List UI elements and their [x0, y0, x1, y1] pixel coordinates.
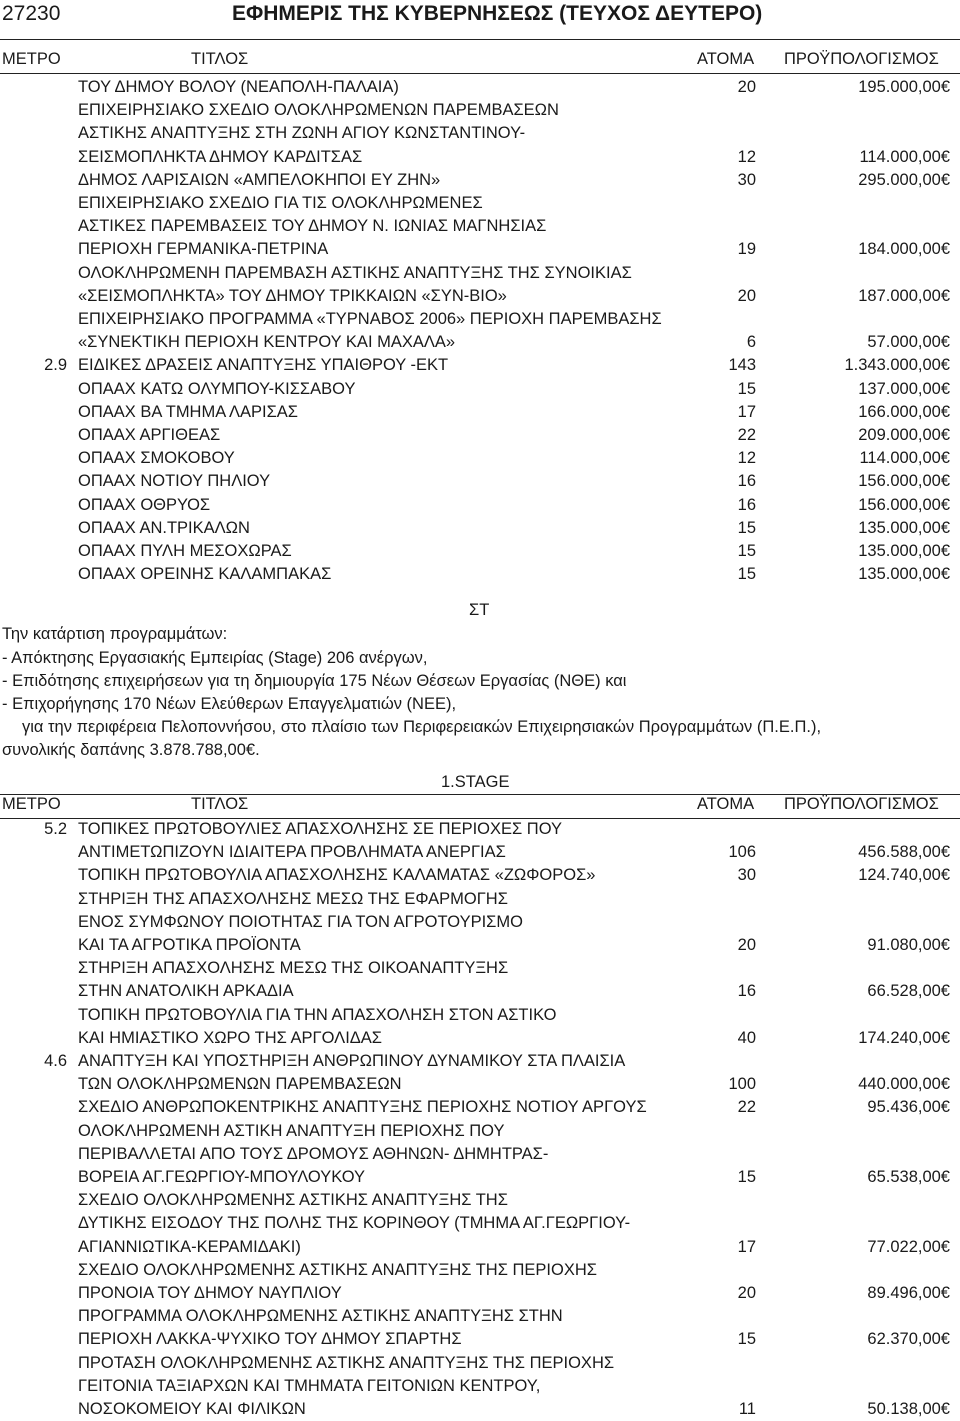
table-row	[0, 470, 960, 493]
section-intro: Την κατάρτιση προγραμμάτων:	[2, 625, 228, 643]
row-title: ΟΠΑΑΧ ΟΡΕΙΝΗΣ ΚΑΛΑΜΠΑΚΑΣ	[78, 565, 332, 584]
table-row	[0, 1073, 960, 1096]
table-row	[0, 1120, 960, 1143]
table-row	[0, 1143, 960, 1166]
row-budget: 124.740,00€	[858, 866, 950, 885]
row-budget: 114.000,00€	[859, 147, 950, 166]
row-title: ΝΟΣΟΚΟΜΕΙΟΥ ΚΑΙ ΦΙΛΙΚΩΝ	[78, 1400, 306, 1418]
subsection-heading: 1.STAGE	[441, 773, 510, 791]
row-people: 30	[737, 170, 756, 189]
row-title: ΤΟΠΙΚΗ ΠΡΩΤΟΒΟΥΛΙΑ ΑΠΑΣΧΟΛΗΣΗΣ ΚΑΛΑΜΑΤΑΣ «ΖΩΦΟΡΟΣ»	[78, 866, 596, 885]
row-title: ΠΕΡΙΟΧΗ ΓΕΡΜΑΝΙΚΑ-ΠΕΤΡΙΝΑ	[78, 240, 329, 259]
row-title: ΤΟΠΙΚΕΣ ΠΡΩΤΟΒΟΥΛΙΕΣ ΑΠΑΣΧΟΛΗΣΗΣ ΣΕ ΠΕΡΙΟΧΕΣ ΠΟΥ	[78, 820, 563, 838]
row-code: 5.2	[44, 820, 67, 838]
row-budget: 135.000,00€	[858, 542, 950, 560]
row-title: ΟΠΑΑΧ ΒΑ ΤΜΗΜΑ ΛΑΡΙΣΑΣ	[78, 402, 299, 421]
table-row	[0, 540, 960, 563]
row-title: ΔΥΤΙΚΗΣ ΕΙΣΟΔΟΥ ΤΗΣ ΠΟΛΗΣ ΤΗΣ ΚΟΡΙΝΘΟΥ (ΤΜΗΜΑ ΑΓ.ΓΕΩΡΓΙΟΥ-	[78, 1214, 631, 1233]
bullet-nte: - Επιδότησης επιχειρήσεων για τη δημιουργία 175 Νέων Θέσεων Εργασίας (ΝΘΕ) και	[2, 672, 627, 690]
row-budget: 137.000,00€	[858, 379, 950, 398]
row-title: ΣΤΗΡΙΞΗ ΑΠΑΣΧΟΛΗΣΗΣ ΜΕΣΩ ΤΗΣ ΟΙΚΟΑΝΑΠΤΥΞΗΣ	[78, 959, 509, 978]
table-row	[0, 447, 960, 470]
row-code: 4.6	[44, 1052, 67, 1070]
column-header-code: ΜΕΤΡΟ	[2, 50, 61, 68]
row-people: 16	[737, 472, 756, 491]
row-budget: 174.240,00€	[858, 1028, 950, 1047]
gazette-title: ΕΦΗΜΕΡΙΣ ΤΗΣ ΚΥΒΕΡΝΗΣΕΩΣ (ΤΕΥΧΟΣ ΔΕΥΤΕΡΟ)	[232, 2, 763, 25]
row-title: ΟΛΟΚΛΗΡΩΜΕΝΗ ΠΑΡΕΜΒΑΣΗ ΑΣΤΙΚΗΣ ΑΝΑΠΤΥΞΗΣ ΤΗΣ ΣΥΝΟΙΚΙΑΣ	[78, 263, 632, 282]
table-row	[0, 864, 960, 887]
column-header-people: ΑΤΟΜΑ	[697, 795, 755, 813]
row-people: 15	[737, 518, 756, 537]
row-budget: 89.496,00€	[867, 1284, 950, 1302]
table-row	[0, 285, 960, 308]
row-people: 12	[737, 449, 756, 468]
table-row	[0, 1004, 960, 1027]
row-title: ΤΟΠΙΚΗ ΠΡΩΤΟΒΟΥΛΙΑ ΓΙΑ ΤΗΝ ΑΠΑΣΧΟΛΗΣΗ ΣΤΟΝ ΑΣΤΙΚΟ	[78, 1005, 557, 1024]
row-title: ΑΣΤΙΚΕΣ ΠΑΡΕΜΒΑΣΕΙΣ ΤΟΥ ΔΗΜΟΥ Ν. ΙΩΝΙΑΣ ΜΑΓΝΗΣΙΑΣ	[78, 217, 547, 236]
row-budget: 187.000,00€	[858, 286, 950, 305]
row-title: ΑΝΑΠΤΥΞΗ ΚΑΙ ΥΠΟΣΤΗΡΙΞΗ ΑΝΘΡΩΠΙΝΟΥ ΔΥΝΑΜΙΚΟΥ ΣΤΑ ΠΛΑΙΣΙΑ	[78, 1052, 626, 1070]
table-row	[0, 76, 960, 99]
row-title: ΟΠΑΑΧ ΚΑΤΩ ΟΛΥΜΠΟΥ-ΚΙΣΣΑΒΟΥ	[78, 379, 356, 398]
header-divider	[0, 39, 960, 40]
row-title: ΔΗΜΟΣ ΛΑΡΙΣΑΙΩΝ «ΑΜΠΕΛΟΚΗΠΟΙ ΕΥ ΖΗΝ»	[78, 170, 441, 189]
row-title: ΠΕΡΙΟΧΗ ΛΑΚΚΑ-ΨΥΧΙΚΟ ΤΟΥ ΔΗΜΟΥ ΣΠΑΡΤΗΣ	[78, 1330, 462, 1349]
bullet-stage: - Απόκτησης Εργασιακής Εμπειρίας (Stage) 206 ανέργων,	[2, 649, 428, 667]
row-budget: 91.080,00€	[867, 936, 950, 954]
row-title: ΑΝΤΙΜΕΤΩΠΙΖΟΥΝ ΙΔΙΑΙΤΕΡΑ ΠΡΟΒΛΗΜΑΤΑ ΑΝΕΡΓΙΑΣ	[78, 843, 506, 862]
row-budget: 1.343.000,00€	[844, 356, 950, 375]
row-title: ΟΠΑΑΧ ΣΜΟΚΟΒΟΥ	[78, 449, 235, 468]
row-people: 15	[737, 565, 756, 584]
row-title: ΟΠΑΑΧ ΑΝ.ΤΡΙΚΑΛΩΝ	[78, 518, 250, 537]
row-people: 20	[737, 1284, 756, 1302]
row-budget: 456.588,00€	[858, 843, 950, 862]
row-title: ΓΕΙΤΟΝΙΑ ΤΑΞΙΑΡΧΩΝ ΚΑΙ ΤΜΗΜΑΤΑ ΓΕΙΤΟΝΙΩΝ ΚΕΝΤΡΟΥ,	[78, 1376, 541, 1395]
row-budget: 77.022,00€	[867, 1237, 950, 1256]
table-row	[0, 1212, 960, 1235]
table-row	[0, 354, 960, 377]
table-row	[0, 401, 960, 424]
row-people: 106	[728, 843, 756, 862]
table-row	[0, 238, 960, 261]
bullet-nee: - Επιχορήγησης 170 Νέων Ελεύθερων Επαγγελματιών (ΝΕΕ),	[2, 695, 457, 713]
table-row	[0, 1282, 960, 1305]
row-title: ΣΤΗΡΙΞΗ ΤΗΣ ΑΠΑΣΧΟΛΗΣΗΣ ΜΕΣΩ ΤΗΣ ΕΦΑΡΜΟΓΗΣ	[78, 889, 508, 908]
row-people: 30	[737, 866, 756, 885]
row-title: ΚΑΙ ΤΑ ΑΓΡΟΤΙΚΑ ΠΡΟΪΟΝΤΑ	[78, 936, 301, 954]
row-people: 20	[737, 936, 756, 954]
table-row	[0, 1027, 960, 1050]
closing-line-region: για την περιφέρεια Πελοποννήσου, στο πλαίσιο των Περιφερειακών Επιχειρησιακών Προγραμμάτων (Π.Ε.Π.),	[22, 718, 822, 736]
row-people: 16	[737, 982, 756, 1001]
row-title: ΣΕΙΣΜΟΠΛΗΚΤΑ ΔΗΜΟΥ ΚΑΡΔΙΤΣΑΣ	[78, 147, 363, 166]
table-row	[0, 1305, 960, 1328]
closing-line-total: συνολικής δαπάνης 3.878.788,00€.	[2, 741, 260, 759]
page-number: 27230	[2, 2, 61, 25]
row-budget: 156.000,00€	[858, 472, 950, 491]
row-people: 17	[737, 1237, 756, 1256]
row-budget: 295.000,00€	[858, 170, 950, 189]
row-title: ΕΙΔΙΚΕΣ ΔΡΑΣΕΙΣ ΑΝΑΠΤΥΞΗΣ ΥΠΑΙΘΡΟΥ -ΕΚΤ	[78, 356, 449, 375]
row-title: ΠΡΟΤΑΣΗ ΟΛΟΚΛΗΡΩΜΕΝΗΣ ΑΣΤΙΚΗΣ ΑΝΑΠΤΥΞΗΣ ΤΗΣ ΠΕΡΙΟΧΗΣ	[78, 1353, 615, 1372]
table-row	[0, 1398, 960, 1421]
row-title: ΑΣΤΙΚΗΣ ΑΝΑΠΤΥΞΗΣ ΣΤΗ ΖΩΝΗ ΑΓΙΟΥ ΚΩΝΣΤΑΝΤΙΝΟΥ-	[78, 124, 526, 143]
table-row	[0, 1352, 960, 1375]
row-people: 6	[746, 333, 756, 352]
row-people: 143	[728, 356, 756, 375]
row-people: 19	[737, 240, 756, 259]
row-budget: 156.000,00€	[858, 495, 950, 514]
row-people: 17	[737, 402, 756, 421]
row-budget: 135.000,00€	[858, 565, 950, 584]
table-row	[0, 1236, 960, 1259]
row-title: ΣΤΗΝ ΑΝΑΤΟΛΙΚΗ ΑΡΚΑΔΙΑ	[78, 982, 294, 1001]
row-title: ΟΠΑΑΧ ΝΟΤΙΟΥ ΠΗΛΙΟΥ	[78, 472, 271, 491]
table1-header	[0, 50, 960, 74]
row-title: «ΣΥΝΕΚΤΙΚΗ ΠΕΡΙΟΧΗ ΚΕΝΤΡΟΥ ΚΑΙ ΜΑΧΑΛΑ»	[78, 333, 456, 352]
table-row	[0, 1375, 960, 1398]
row-title: ΟΠΑΑΧ ΠΥΛΗ ΜΕΣΟΧΩΡΑΣ	[78, 542, 292, 560]
row-title: ΣΧΕΔΙΟ ΟΛΟΚΛΗΡΩΜΕΝΗΣ ΑΣΤΙΚΗΣ ΑΝΑΠΤΥΞΗΣ ΤΗΣ ΠΕΡΙΟΧΗΣ	[78, 1260, 597, 1279]
table-row	[0, 563, 960, 586]
table-row	[0, 192, 960, 215]
row-budget: 114.000,00€	[859, 449, 950, 468]
row-budget: 440.000,00€	[858, 1075, 950, 1094]
table-row	[0, 146, 960, 169]
row-title: ΕΠΙΧΕΙΡΗΣΙΑΚΟ ΣΧΕΔΙΟ ΓΙΑ ΤΙΣ ΟΛΟΚΛΗΡΩΜΕΝΕΣ	[78, 194, 483, 212]
row-title: ΠΡΟΝΟΙΑ ΤΟΥ ΔΗΜΟΥ ΝΑΥΠΛΙΟΥ	[78, 1284, 342, 1302]
table-row	[0, 1328, 960, 1351]
row-title: ΕΠΙΧΕΙΡΗΣΙΑΚΟ ΠΡΟΓΡΑΜΜΑ «ΤΥΡΝΑΒΟΣ 2006» ΠΕΡΙΟΧΗ ΠΑΡΕΜΒΑΣΗΣ	[78, 310, 662, 328]
table-row	[0, 517, 960, 540]
row-budget: 50.138,00€	[867, 1400, 950, 1418]
row-title: «ΣΕΙΣΜΟΠΛΗΚΤΑ» ΤΟΥ ΔΗΜΟΥ ΤΡΙΚΚΑΙΩΝ «ΣΥΝ-ΒΙΟ»	[78, 286, 507, 305]
row-people: 40	[737, 1028, 756, 1047]
row-budget: 184.000,00€	[858, 240, 950, 259]
row-code: 2.9	[44, 356, 67, 375]
column-header-budget: ΠΡΟΫΠΟΛΟΓΙΣΜΟΣ	[784, 795, 939, 813]
column-header-code: ΜΕΤΡΟ	[2, 795, 61, 813]
table-row	[0, 1096, 960, 1119]
row-people: 22	[737, 426, 756, 444]
row-title: ΟΠΑΑΧ ΑΡΓΙΘΕΑΣ	[78, 426, 221, 444]
row-people: 22	[737, 1098, 756, 1117]
table2-header	[0, 795, 960, 819]
table-row	[0, 911, 960, 934]
row-people: 20	[737, 286, 756, 305]
row-people: 100	[728, 1075, 756, 1094]
column-header-title: ΤΙΤΛΟΣ	[191, 50, 249, 68]
table-row	[0, 1259, 960, 1282]
table-row	[0, 331, 960, 354]
table-row	[0, 378, 960, 401]
table-row	[0, 424, 960, 447]
table1-header-divider	[0, 73, 960, 74]
row-title: ΤΩΝ ΟΛΟΚΛΗΡΩΜΕΝΩΝ ΠΑΡΕΜΒΑΣΕΩΝ	[78, 1075, 402, 1094]
row-people: 16	[737, 495, 756, 514]
row-budget: 195.000,00€	[858, 78, 950, 96]
row-people: 15	[737, 379, 756, 398]
table-row	[0, 494, 960, 517]
row-budget: 166.000,00€	[858, 402, 950, 421]
table-row	[0, 980, 960, 1003]
row-budget: 95.436,00€	[867, 1098, 950, 1117]
row-title: ΒΟΡΕΙΑ ΑΓ.ΓΕΩΡΓΙΟΥ-ΜΠΟΥΛΟΥΚΟΥ	[78, 1168, 366, 1186]
table-row	[0, 841, 960, 864]
row-title: ΕΠΙΧΕΙΡΗΣΙΑΚΟ ΣΧΕΔΙΟ ΟΛΟΚΛΗΡΩΜΕΝΩΝ ΠΑΡΕΜΒΑΣΕΩΝ	[78, 101, 559, 120]
table-row	[0, 1166, 960, 1189]
table-row	[0, 1189, 960, 1212]
row-people: 15	[737, 1168, 756, 1186]
row-budget: 66.528,00€	[867, 982, 950, 1001]
row-title: ΕΝΟΣ ΣΥΜΦΩΝΟΥ ΠΟΙΟΤΗΤΑΣ ΓΙΑ ΤΟΝ ΑΓΡΟΤΟΥΡΙΣΜΟ	[78, 912, 523, 931]
table-row	[0, 957, 960, 980]
row-title: ΟΛΟΚΛΗΡΩΜΕΝΗ ΑΣΤΙΚΗ ΑΝΑΠΤΥΞΗ ΠΕΡΙΟΧΗΣ ΠΟΥ	[78, 1121, 505, 1140]
table-row	[0, 1050, 960, 1073]
row-people: 11	[738, 1400, 756, 1418]
section-heading: ΣΤ	[469, 601, 490, 619]
row-title: ΠΡΟΓΡΑΜΜΑ ΟΛΟΚΛΗΡΩΜΕΝΗΣ ΑΣΤΙΚΗΣ ΑΝΑΠΤΥΞΗΣ ΣΤΗΝ	[78, 1307, 563, 1326]
row-title: ΣΧΕΔΙΟ ΑΝΘΡΩΠΟΚΕΝΤΡΙΚΗΣ ΑΝΑΠΤΥΞΗΣ ΠΕΡΙΟΧΗΣ ΝΟΤΙΟΥ ΑΡΓΟΥΣ	[78, 1098, 647, 1117]
row-budget: 62.370,00€	[867, 1330, 950, 1349]
table-row	[0, 308, 960, 331]
table-row	[0, 122, 960, 145]
row-title: ΠΕΡΙΒΑΛΛΕΤΑΙ ΑΠΟ ΤΟΥΣ ΔΡΟΜΟΥΣ ΑΘΗΝΩΝ- ΔΗΜΗΤΡΑΣ-	[78, 1144, 549, 1163]
page-header	[0, 2, 960, 30]
row-people: 15	[737, 542, 756, 560]
table-row	[0, 888, 960, 911]
row-title: ΤΟΥ ΔΗΜΟΥ ΒΟΛΟΥ (ΝΕΑΠΟΛΗ-ΠΑΛΑΙΑ)	[78, 78, 399, 96]
row-title: ΚΑΙ ΗΜΙΑΣΤΙΚΟ ΧΩΡΟ ΤΗΣ ΑΡΓΟΛΙΔΑΣ	[78, 1028, 383, 1047]
column-header-budget: ΠΡΟΫΠΟΛΟΓΙΣΜΟΣ	[784, 50, 939, 68]
column-header-title: ΤΙΤΛΟΣ	[191, 795, 249, 813]
table-row	[0, 99, 960, 122]
row-budget: 135.000,00€	[858, 518, 950, 537]
row-budget: 209.000,00€	[858, 426, 950, 444]
table-row	[0, 169, 960, 192]
table-row	[0, 215, 960, 238]
table-row	[0, 934, 960, 957]
row-title: ΑΓΙΑΝΝΙΩΤΙΚΑ-ΚΕΡΑΜΙΔΑΚΙ)	[78, 1237, 301, 1256]
row-people: 15	[737, 1330, 756, 1349]
column-header-people: ΑΤΟΜΑ	[697, 50, 755, 68]
row-title: ΣΧΕΔΙΟ ΟΛΟΚΛΗΡΩΜΕΝΗΣ ΑΣΤΙΚΗΣ ΑΝΑΠΤΥΞΗΣ ΤΗΣ	[78, 1191, 508, 1210]
row-budget: 65.538,00€	[867, 1168, 950, 1186]
table-row	[0, 262, 960, 285]
row-people: 20	[737, 78, 756, 96]
row-people: 12	[737, 147, 756, 166]
table-row	[0, 818, 960, 841]
row-budget: 57.000,00€	[867, 333, 950, 352]
row-title: ΟΠΑΑΧ ΟΘΡΥΟΣ	[78, 495, 211, 514]
